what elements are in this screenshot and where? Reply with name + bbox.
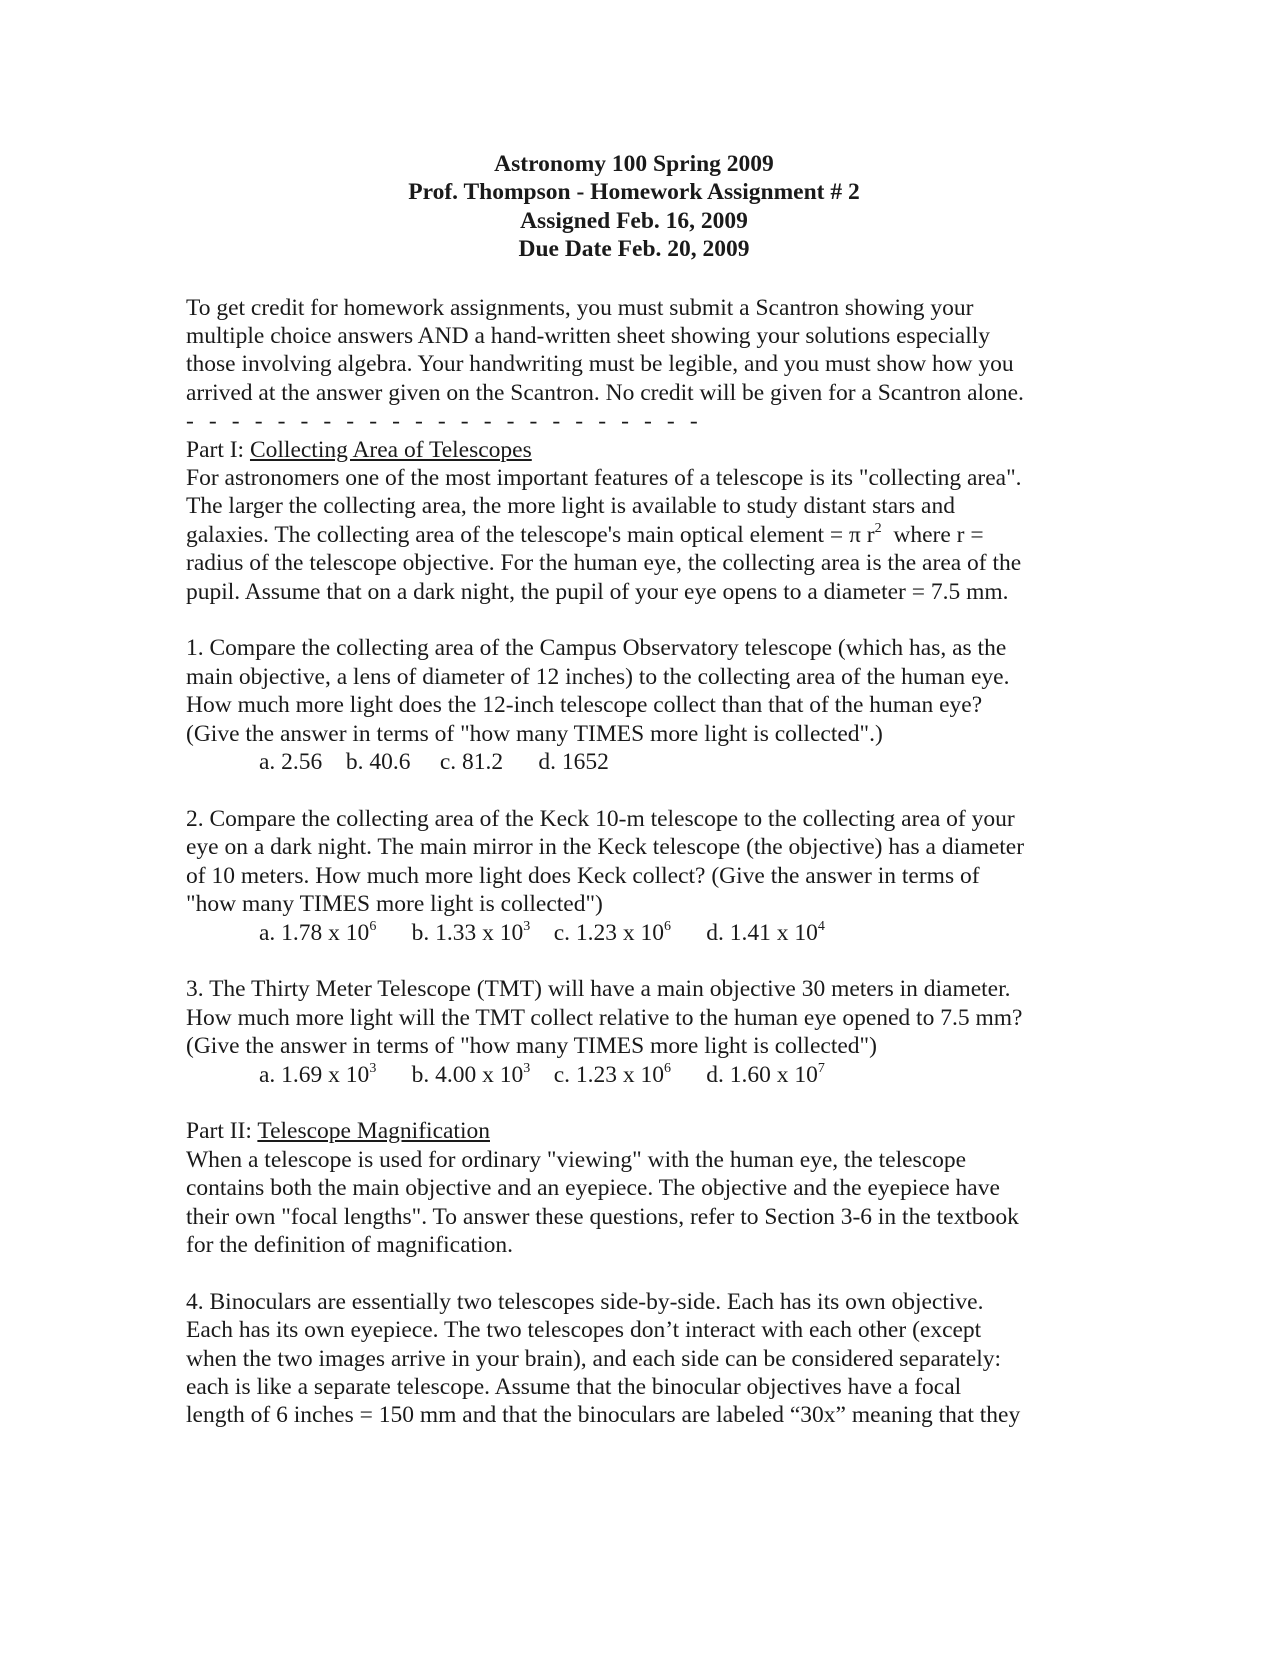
part2-line: for the definition of magnification. (186, 1231, 513, 1258)
due-date: Due Date Feb. 20, 2009 (518, 236, 750, 263)
option-d: d. 1.41 x 10 (706, 919, 818, 946)
part1-prefix: Part I: (186, 436, 250, 463)
option-d-exponent: 4 (817, 918, 825, 934)
formula-text-after: where r = (881, 521, 984, 548)
part2-line: their own "focal lengths". To answer these questions, refer to Section 3-6 in the textbook (186, 1203, 1019, 1230)
question-line: (Give the answer in terms of "how many TIMES more light is collected") (186, 1033, 877, 1060)
question-3-options (186, 1061, 1086, 1089)
question-line: 2. Compare the collecting area of the Keck 10-m telescope to the collecting area of your (186, 805, 1015, 832)
option-a: a. 2.56 (259, 749, 323, 776)
question-line: eye on a dark night. The main mirror in the Keck telescope (the objective) has a diameter (186, 834, 1025, 861)
part1-line: radius of the telescope objective. For the human eye, the collecting area is the area of the (186, 550, 1022, 577)
part2-heading (186, 1117, 1086, 1145)
part2-title: Telescope Magnification (257, 1118, 490, 1145)
part1-line: For astronomers one of the most important features of a telescope is its "collecting area". (186, 465, 1022, 492)
assignment-title: Prof. Thompson - Homework Assignment # 2 (408, 179, 860, 206)
question-line: How much more light will the TMT collect relative to the human eye opened to 7.5 mm? (186, 1004, 1023, 1031)
option-d-exponent: 7 (817, 1060, 825, 1076)
part2-line: When a telescope is used for ordinary "viewing" with the human eye, the telescope (186, 1146, 967, 1173)
option-c-exponent: 6 (664, 918, 671, 934)
question-4 (186, 1288, 1086, 1430)
document-page (186, 150, 1086, 1430)
document-header (182, 150, 1086, 264)
option-c: c. 1.23 x 10 (553, 1061, 664, 1088)
question-2-options (186, 919, 1086, 947)
option-c: c. 1.23 x 10 (553, 919, 664, 946)
question-line: length of 6 inches = 150 mm and that the binoculars are labeled “30x” meaning that they (186, 1402, 1021, 1429)
option-d: d. 1652 (538, 749, 609, 776)
option-b: b. 4.00 x 10 (411, 1061, 524, 1088)
option-c-exponent: 6 (664, 1060, 671, 1076)
option-b: b. 1.33 x 10 (411, 919, 524, 946)
part1-formula-line (186, 521, 1086, 549)
option-a-exponent: 3 (369, 1060, 377, 1076)
option-c: c. 81.2 (439, 749, 504, 776)
part1-line: The larger the collecting area, the more light is available to study distant stars and (186, 493, 955, 520)
course-title: Astronomy 100 Spring 2009 (494, 151, 774, 177)
question-3 (186, 975, 1086, 1089)
question-line: when the two images arrive in your brain), and each side can be considered separately: (186, 1345, 1001, 1372)
option-b-exponent: 3 (523, 1060, 531, 1076)
intro-line: arrived at the answer given on the Scantron. No credit will be given for a Scantron alone. (186, 379, 1024, 406)
intro-line: To get credit for homework assignments, you must submit a Scantron showing your (186, 294, 974, 321)
question-line: each is like a separate telescope. Assume that the binocular objectives have a focal (186, 1373, 962, 1400)
part1-title: Collecting Area of Telescopes (249, 436, 532, 463)
part1-section (186, 436, 1086, 606)
option-a: a. 1.78 x 10 (259, 919, 370, 946)
separator: - - - - - - - - - - - - - - - - - - - - - - - (186, 408, 703, 435)
part2-prefix: Part II: (186, 1118, 258, 1145)
intro-paragraph (186, 294, 1086, 436)
question-line: (Give the answer in terms of "how many TIMES more light is collected".) (186, 720, 883, 747)
question-line: "how many TIMES more light is collected") (186, 891, 603, 918)
option-b: b. 40.6 (345, 749, 411, 776)
question-line: How much more light does the 12-inch telescope collect than that of the human eye? (186, 692, 983, 719)
option-b-exponent: 3 (523, 918, 531, 934)
part2-line: contains both the main objective and an eyepiece. The objective and the eyepiece have (186, 1175, 1000, 1202)
intro-line: multiple choice answers AND a hand-written sheet showing your solutions especially (186, 323, 991, 350)
question-line: 1. Compare the collecting area of the Campus Observatory telescope (which has, as the (186, 635, 1007, 662)
formula-text: galaxies. The collecting area of the telescope's main optical element = π r (186, 521, 875, 548)
option-a: a. 1.69 x 10 (259, 1061, 370, 1088)
intro-line: those involving algebra. Your handwriting must be legible, and you must show how you (186, 351, 1014, 378)
question-line: main objective, a lens of diameter of 12 inches) to the collecting area of the human eye. (186, 663, 1010, 690)
option-d: d. 1.60 x 10 (706, 1061, 818, 1088)
question-1 (186, 634, 1086, 776)
part2-section (186, 1117, 1086, 1259)
question-2 (186, 805, 1086, 947)
question-line: 3. The Thirty Meter Telescope (TMT) will have a main objective 30 meters in diameter. (186, 976, 1011, 1003)
question-1-options (186, 748, 1086, 776)
option-a-exponent: 6 (369, 918, 377, 934)
question-line: 4. Binoculars are essentially two telescopes side-by-side. Each has its own objective. (186, 1288, 984, 1315)
question-line: of 10 meters. How much more light does Keck collect? (Give the answer in terms of (186, 862, 980, 889)
assigned-date: Assigned Feb. 16, 2009 (520, 207, 748, 234)
formula-exponent: 2 (874, 521, 882, 537)
part1-heading (186, 436, 1086, 464)
part1-line: pupil. Assume that on a dark night, the pupil of your eye opens to a diameter = 7.5 mm. (186, 578, 1009, 605)
question-line: Each has its own eyepiece. The two telescopes don’t interact with each other (except (186, 1317, 982, 1344)
